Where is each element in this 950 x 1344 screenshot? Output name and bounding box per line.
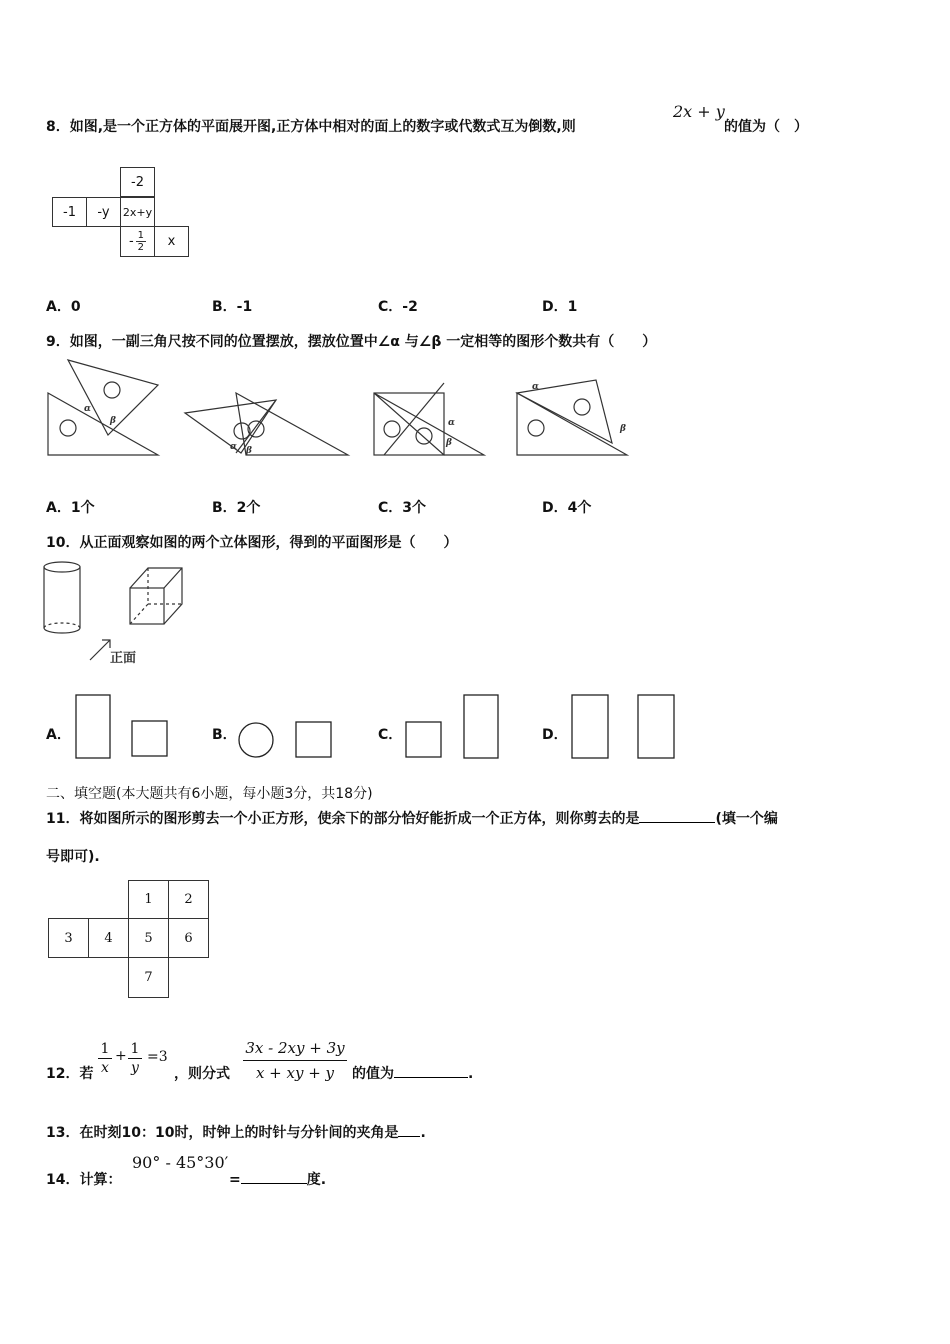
q12-mid: ，则分式 [174, 1066, 230, 1082]
net-minus: - [128, 234, 134, 249]
q9-figure-1 [48, 360, 158, 455]
q13-answer-blank[interactable] [398, 1136, 420, 1137]
q11-cell-2: 2 [168, 880, 209, 919]
q9-option-a: A．1个 [46, 500, 95, 516]
q14-prefix: 14．计算： [46, 1172, 122, 1188]
fig1-beta: β [110, 416, 116, 426]
q11-stem-tail: (填一个编 [715, 811, 778, 827]
q12-suffix [352, 1063, 473, 1083]
optD-rect2 [638, 695, 674, 758]
q10-solids [42, 558, 202, 673]
front-label: 正面 [110, 651, 137, 666]
q11-stem [46, 808, 778, 828]
q12-eq: =3 [147, 1049, 168, 1065]
q8-option-d: D．1 [542, 299, 578, 315]
q12-frac1 [98, 1040, 112, 1077]
optA-square [132, 721, 167, 756]
q10-option-b: B． [212, 727, 237, 743]
q14-eq: = [229, 1172, 241, 1188]
q11-answer-blank[interactable] [639, 822, 715, 823]
q9-stem: 9．如图，一副三角尺按不同的位置摆放，摆放位置中∠α 与∠β 一定相等的图形个数共有（ ） [46, 334, 657, 350]
optC-square [406, 722, 441, 757]
optB-square [296, 722, 331, 757]
q11-cell-1: 1 [128, 880, 169, 919]
optA-rect [76, 695, 110, 758]
q14-suffix: 度. [306, 1172, 327, 1188]
q14-expression: 90° - 45°30′ [132, 1153, 229, 1172]
q12-frac1-num: 1 [98, 1040, 112, 1059]
q12-frac2-num: 1 [128, 1040, 142, 1059]
q12-answer-blank[interactable] [394, 1077, 468, 1078]
q9-figure-3 [374, 383, 484, 455]
fig4-alpha: α [532, 382, 539, 392]
q10-option-c: C． [378, 727, 403, 743]
q9-option-c: C．3个 [378, 500, 427, 516]
q11-cell-3: 3 [48, 918, 89, 958]
net-cell-bottom [120, 226, 155, 257]
q10-answer-shapes [60, 690, 690, 765]
q13-stem [46, 1122, 426, 1142]
net-cell-right: x [154, 226, 189, 257]
q8-stem-text: 8．如图,是一个正方体的平面展开图,正方体中相对的面上的数字或代数式互为倒数,则 [46, 119, 576, 135]
q9-figures [40, 355, 640, 465]
net-frac-num: 1 [137, 230, 145, 241]
fig4-beta: β [620, 424, 626, 434]
q12-end: . [468, 1066, 474, 1082]
q8-stem-tail: 的值为（ ） [724, 119, 808, 135]
net-cell-center: 2x+y [120, 197, 155, 227]
q12-frac2-den: y [131, 1060, 139, 1076]
q12-frac1-den: x [101, 1060, 109, 1076]
q10-stem: 10．从正面观察如图的两个立体图形，得到的平面图形是（ ） [46, 535, 458, 551]
q11-stem-text: 11．将如图所示的图形剪去一个小正方形，使余下的部分恰好能折成一个正方体，则你剪去的是 [46, 811, 640, 827]
fig3-beta: β [446, 438, 452, 448]
optB-circle [239, 723, 273, 757]
q8-option-b: B．-1 [212, 299, 253, 315]
q14-answer-blank[interactable] [241, 1183, 307, 1184]
net-cell-top: -2 [120, 167, 155, 197]
q13-end: . [420, 1125, 426, 1141]
q10-option-d: D． [542, 727, 568, 743]
q11-stem-line2: 号即可). [46, 849, 100, 865]
q14-answer [229, 1169, 326, 1189]
cylinder-shape [44, 562, 80, 633]
q8-stem [46, 116, 576, 136]
q12-numerator: 3x - 2xy + 3y [243, 1036, 347, 1061]
q11-cell-7: 7 [128, 957, 169, 998]
optC-rect [464, 695, 498, 758]
q12-denominator: x + xy + y [255, 1064, 335, 1082]
q12-frac2 [128, 1040, 142, 1077]
q11-cell-6: 6 [168, 918, 209, 958]
cube-shape [130, 568, 182, 624]
q12-suffix-text: 的值为 [352, 1066, 394, 1082]
fig1-alpha: α [84, 404, 91, 414]
q12-fraction [243, 1036, 347, 1085]
q13-stem-text: 13．在时刻10：10时，时钟上的时针与分针间的夹角是 [46, 1125, 399, 1141]
q12-plus: + [115, 1048, 127, 1064]
net-cell-left1: -1 [52, 197, 87, 227]
q9-figure-2 [185, 393, 348, 455]
fig2-beta: β [246, 446, 252, 456]
q11-cell-4: 4 [88, 918, 129, 958]
fig2-alpha: α [230, 442, 237, 452]
q9-option-b: B．2个 [212, 500, 261, 516]
q8-option-a: A．0 [46, 299, 81, 315]
optD-rect1 [572, 695, 608, 758]
front-arrow-icon [90, 640, 110, 660]
fig3-alpha: α [448, 418, 455, 428]
section-2-title: 二、填空题(本大题共有6小题，每小题3分，共18分) [46, 786, 373, 802]
q9-option-d: D．4个 [542, 500, 592, 516]
net-frac-den: 2 [137, 242, 145, 253]
q11-cell-5: 5 [128, 918, 169, 958]
q10-option-a: A． [46, 727, 71, 743]
net-cell-left2: -y [86, 197, 121, 227]
q8-expression: 2x + y [673, 102, 725, 121]
q8-option-c: C．-2 [378, 299, 418, 315]
q12-prefix: 12．若 [46, 1066, 94, 1082]
